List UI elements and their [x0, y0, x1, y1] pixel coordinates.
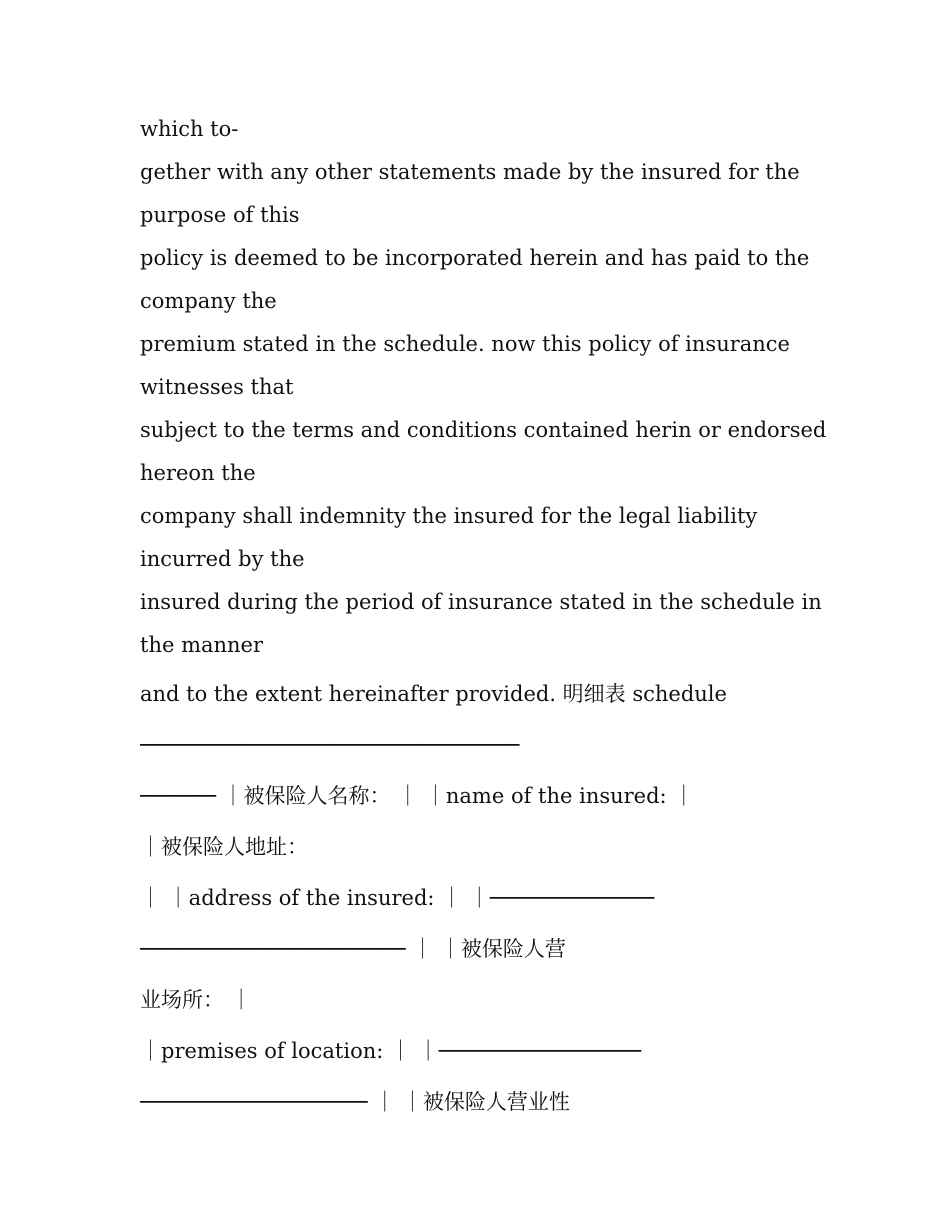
schedule-field-line: ｜ ｜address of the insured: ｜ ｜───────────── [140, 886, 655, 910]
paragraph-line: which to- [140, 117, 239, 141]
schedule-rule-line: ────────────────────────────── [140, 733, 520, 757]
paragraph-line: company shall indemnity the insured for the legal liability [140, 504, 758, 528]
schedule-field-line: ───────────────────── ｜ ｜被保险人营 [140, 937, 566, 961]
document-page [140, 108, 827, 1128]
paragraph-line: company the [140, 289, 277, 313]
schedule-field-line: ────── ｜被保险人名称： ｜ ｜name of the insured: ｜ [140, 784, 695, 808]
schedule-field-line: ｜premises of location: ｜ ｜──────────────── [140, 1039, 641, 1063]
paragraph-line: hereon the [140, 461, 256, 485]
paragraph-line: purpose of this [140, 203, 300, 227]
paragraph-line: premium stated in the schedule. now this policy of insurance [140, 332, 790, 356]
paragraph-line: the manner [140, 633, 264, 657]
schedule-field-line: 业场所： ｜ [140, 988, 252, 1012]
paragraph-line: insured during the period of insurance stated in the schedule in [140, 590, 822, 614]
schedule-field-line: ────────────────── ｜ ｜被保险人营业性 [140, 1090, 570, 1114]
paragraph-line: gether with any other statements made by the insured for the [140, 160, 800, 184]
schedule-field-line: ｜被保险人地址： [140, 835, 308, 859]
paragraph-line: incurred by the [140, 547, 305, 571]
paragraph-line: policy is deemed to be incorporated herein and has paid to the [140, 246, 810, 270]
schedule-heading-line: and to the extent hereinafter provided. 明细表 schedule [140, 682, 727, 706]
paragraph-line: witnesses that [140, 375, 294, 399]
paragraph-line: subject to the terms and conditions contained herin or endorsed [140, 418, 827, 442]
